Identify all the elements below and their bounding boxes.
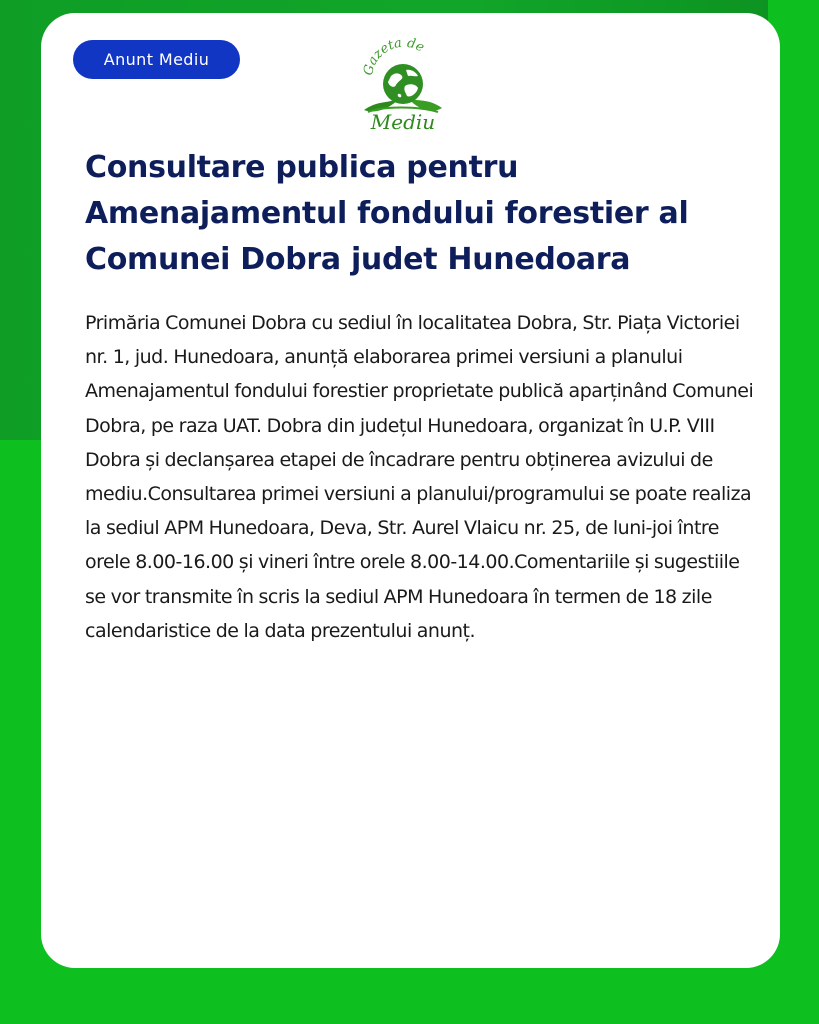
category-badge-label: Anunt Mediu xyxy=(103,50,210,69)
category-badge xyxy=(73,40,240,79)
globe-leaf-icon xyxy=(358,28,448,133)
article-title: Consultare publica pentru Amenajamentul fondului forestier al Comunei Dobra judet Hunedoara xyxy=(85,150,689,277)
article-body: Primăria Comunei Dobra cu sediul în localitatea Dobra, Str. Piața Victoriei nr. 1, jud. Hunedoara, anunță elaborarea primei versiuni a planului Amenajamentul fondului forestier proprietate publică aparținând Comunei Dobra, pe raza UAT. Dobra din județul Hunedoara, organizat în U.P. VIII Dobra și declanșarea etapei de încadrare pentru obținerea avizului de mediu.Consultarea primei versiuni a planului/programului se poate realiza la sediul APM Hunedoara, Deva, Str. Aurel Vlaicu nr. 25, de luni-joi între orele 8.00-16.00 și vineri între orele 8.00-14.00.Comentariile și sugestiile se vor transmite în scris la sediul APM Hunedoara în termen de 18 zile calendaristice de la data prezentului anunț. xyxy=(85,312,754,642)
gazeta-de-mediu-logo xyxy=(358,28,448,133)
logo-top-text: Gazeta de xyxy=(360,35,427,77)
logo-bottom-text: Mediu xyxy=(370,110,436,133)
